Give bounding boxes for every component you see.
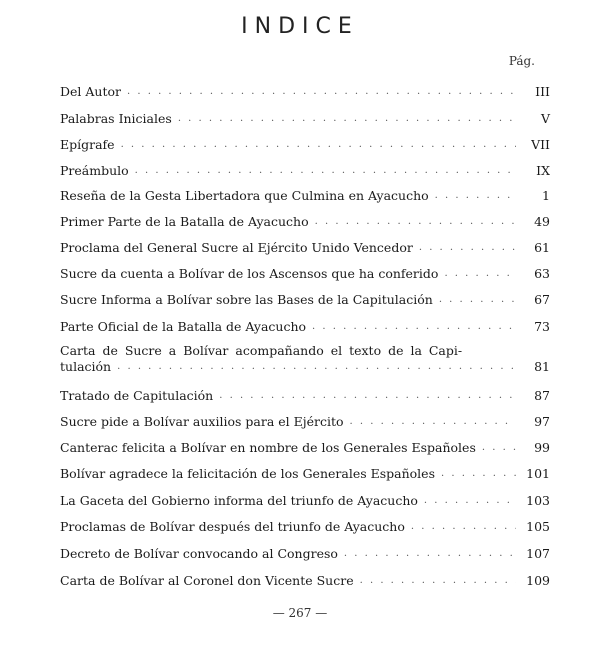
toc-entry-page: 67 — [534, 292, 550, 307]
toc-entry-page: 49 — [534, 214, 550, 229]
page-title: INDICE — [241, 14, 359, 39]
toc-entry — [60, 288, 550, 308]
toc-entry-title: Tratado de Capitulación — [60, 388, 214, 403]
toc-entry-title: Epígrafe — [60, 137, 115, 152]
toc-entry — [60, 315, 550, 335]
toc-entry-title: Bolívar agradece la felicitación de los Generales Españoles — [60, 466, 435, 481]
toc-entry-title: Preámbulo — [60, 163, 129, 178]
toc-entry-page: 105 — [526, 519, 550, 534]
toc-entry-page: VII — [531, 137, 550, 152]
toc-entry-page: V — [540, 111, 550, 126]
toc-entry-page: 101 — [526, 466, 550, 481]
toc-entry-title: Primer Parte de la Batalla de Ayacucho — [60, 214, 309, 229]
toc-entry — [60, 262, 550, 282]
toc-entry-title: Carta de Bolívar al Coronel don Vicente Sucre — [60, 573, 354, 588]
toc-entry-page: 109 — [526, 573, 550, 588]
toc-entry — [60, 80, 550, 100]
toc-entry — [60, 569, 550, 589]
toc-entry-title: Sucre Informa a Bolívar sobre las Bases de la Capitulación — [60, 292, 433, 307]
toc-entry-page: 73 — [534, 319, 550, 334]
toc-entry-page: 63 — [534, 266, 550, 281]
toc-entry — [60, 515, 550, 535]
dot-leader — [312, 319, 516, 335]
toc-entry-page: 103 — [526, 493, 550, 508]
toc-entry — [60, 107, 550, 127]
toc-entry-title: Canterac felicita a Bolívar en nombre de los Generales Españoles — [60, 440, 476, 455]
toc-entry-page: 61 — [534, 240, 550, 255]
toc-entry — [60, 542, 550, 562]
toc-entry-continuation — [60, 359, 550, 375]
page-number: — 267 — — [272, 606, 328, 620]
dot-leader — [424, 493, 516, 509]
toc-entry — [60, 184, 550, 204]
dot-leader — [121, 137, 516, 153]
toc-entry — [60, 159, 550, 179]
toc-entry-title: Sucre pide a Bolívar auxilios para el Ejército — [60, 414, 344, 429]
dot-leader — [411, 519, 516, 535]
dot-leader — [419, 240, 516, 256]
toc-entry-page: 97 — [534, 414, 550, 429]
dot-leader — [482, 440, 516, 456]
toc-entry — [60, 384, 550, 404]
toc-entry-title: Proclama del General Sucre al Ejército Unido Vencedor — [60, 240, 413, 255]
dot-leader — [135, 163, 516, 179]
dot-leader — [178, 111, 516, 127]
toc-entry-title: Decreto de Bolívar convocando al Congreso — [60, 546, 338, 561]
toc-entry-page: IX — [536, 163, 550, 178]
toc-entry-title: Sucre da cuenta a Bolívar de los Ascensos que ha conferido — [60, 266, 439, 281]
dot-leader — [444, 266, 516, 282]
dot-leader — [315, 214, 516, 230]
toc-entry — [60, 462, 550, 482]
toc-entry-title: Proclamas de Bolívar después del triunfo de Ayacucho — [60, 519, 405, 534]
toc-entry-page: 87 — [534, 388, 550, 403]
toc-entry-title: Palabras Iniciales — [60, 111, 172, 126]
toc-entry-page: 1 — [542, 188, 550, 203]
toc-entry-title: Reseña de la Gesta Libertadora que Culmina en Ayacucho — [60, 188, 429, 203]
toc-entry-page: 107 — [526, 546, 550, 561]
toc-entry-title: Parte Oficial de la Batalla de Ayacucho — [60, 319, 307, 334]
dot-leader — [344, 546, 516, 562]
toc-entry-title: Carta de Sucre a Bolívar acompañando el texto de la Capi- — [60, 343, 463, 358]
dot-leader — [435, 188, 516, 204]
toc-entry — [60, 436, 550, 456]
page-column-header: Pág. — [508, 54, 535, 68]
toc-entry-title: Del Autor — [60, 84, 121, 99]
toc-entry-title: La Gaceta del Gobierno informa del triunfo de Ayacucho — [60, 493, 418, 508]
dot-leader — [439, 292, 516, 308]
toc-entry — [60, 489, 550, 509]
toc-entry — [60, 343, 550, 379]
dot-leader — [127, 84, 516, 100]
toc-entry — [60, 210, 550, 230]
dot-leader — [360, 573, 516, 589]
toc-entry-title-continued: tulación — [60, 359, 112, 374]
dot-leader — [441, 466, 516, 482]
toc-entry — [60, 410, 550, 430]
toc-entry-page: 99 — [534, 440, 550, 455]
dot-leader — [117, 359, 516, 375]
toc-entry-page: 81 — [534, 359, 550, 374]
dot-leader — [219, 388, 516, 404]
toc-entry-page: III — [535, 84, 550, 99]
toc-entry — [60, 236, 550, 256]
dot-leader — [350, 414, 516, 430]
toc-entry — [60, 133, 550, 153]
